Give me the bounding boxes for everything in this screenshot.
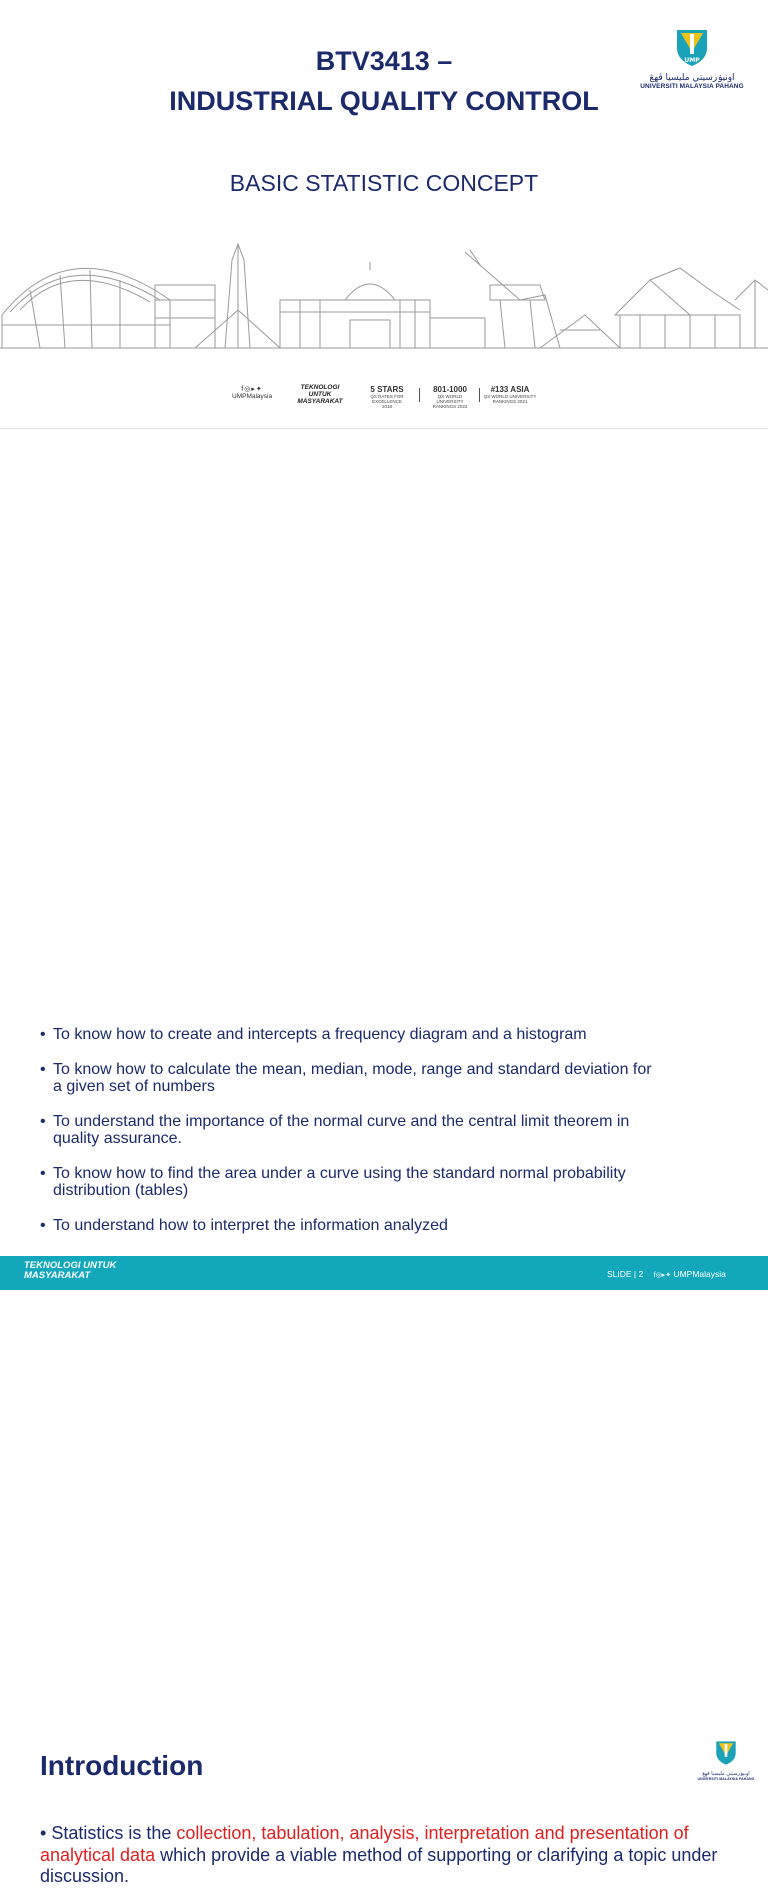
logo-arabic-text: اونيۏرسيتي مليسيا ڤهڠ (702, 1771, 750, 1777)
band-handle: UMPMalaysia (673, 1269, 726, 1279)
logo-university-name: UNIVERSITI MALAYSIA PAHANG (640, 83, 744, 90)
instagram-icon[interactable]: ◎ (244, 386, 252, 393)
logo-university-name: UNIVERSITI MALAYSIA PAHANG (697, 1777, 755, 1781)
social-icons (232, 385, 272, 393)
band-tagline-line-2: MASYARAKAT (24, 1270, 91, 1281)
intro-paragraph: • Statistics is the collection, tabulation, analysis, interpretation and presentation of analytical data which provide a viable method of supporting or clarifying a topic under discussion. (40, 1823, 718, 1886)
footer-handle: UMPMalaysia (232, 393, 273, 400)
list-item: • To understand the importance of the normal curve and the central limit theorem in quality assurance. (40, 1113, 740, 1148)
tagline-line-3: MASYARAKAT (297, 398, 343, 405)
stat-big: #133 ASIA (490, 385, 530, 394)
tagline-line-1: TEKNOLOGI (300, 384, 340, 391)
course-title: INDUSTRIAL QUALITY CONTROL (169, 86, 599, 116)
band-social-icons (654, 1272, 671, 1279)
band-right (607, 1269, 726, 1279)
intro-text-before: Statistics is the (51, 1823, 177, 1843)
logo-arabic-text: اونيۏرسيتي مليسيا ڤهڠ (649, 73, 735, 83)
youtube-icon[interactable]: ▸ (661, 1272, 666, 1279)
stat-rank-asia (482, 385, 538, 404)
stat-rank-world (424, 385, 476, 409)
intro-text-after: which provide a viable method of supporting or clarifying a topic under discussion. (40, 1844, 718, 1886)
university-logo (632, 28, 752, 100)
stat-small: QS WORLD UNIVERSITY (483, 394, 537, 399)
list-item: • To understand how to interpret the information analyzed (40, 1217, 740, 1235)
list-item: • To know how to create and intercepts a frequency diagram and a histogram (40, 1026, 740, 1044)
stat-5-stars (358, 385, 416, 409)
footer-social (232, 385, 272, 400)
stat-big: 5 STARS (370, 385, 404, 394)
twitter-icon[interactable]: ✦ (665, 1272, 672, 1279)
stat-small: RANKINGS 2022 (432, 404, 468, 409)
list-item: • To know how to calculate the mean, median, mode, range and standard deviation for a given set of numbers (40, 1061, 740, 1096)
university-logo-small (696, 1740, 756, 1795)
band-tagline (24, 1261, 116, 1281)
stat-small: QS RATES FOR EXCELLENCE (370, 394, 404, 404)
band-tagline-line-1: TEKNOLOGI UNTUK (24, 1260, 117, 1271)
twitter-icon[interactable]: ✦ (255, 386, 263, 393)
divider (419, 388, 420, 402)
stat-big: 801-1000 (433, 385, 467, 394)
slide-subtitle: BASIC STATISTIC CONCEPT (229, 170, 539, 196)
ump-crest-icon (715, 1740, 737, 1766)
instagram-icon[interactable]: ◎ (655, 1272, 662, 1279)
learning-outcomes-slide (0, 429, 768, 1281)
campus-skyline-illustration (0, 240, 768, 365)
slide-number: SLIDE | 2 (607, 1269, 644, 1279)
intro-text-highlight: collection, tabulation, analysis, interpretation and presentation of analytical data (40, 1823, 689, 1865)
stat-small: QS WORLD UNIVERSITY (436, 394, 464, 404)
title-slide (0, 0, 768, 429)
facebook-icon[interactable]: f (653, 1272, 656, 1279)
course-code: BTV3413 – (315, 46, 453, 76)
stat-small: RANKINGS 2021 (492, 399, 528, 404)
crest-text: UMP (684, 57, 700, 64)
tagline-line-2: UNTUK (308, 391, 332, 398)
ump-crest-icon (675, 28, 709, 68)
slide-heading: Introduction (40, 1750, 204, 1781)
facebook-icon[interactable]: f (241, 386, 245, 393)
list-item: • To know how to find the area under a curve using the standard normal probability distribution (tables) (40, 1165, 740, 1200)
divider (479, 388, 480, 402)
footer-tagline (290, 384, 350, 405)
stat-small: 2018 (381, 404, 392, 409)
youtube-icon[interactable]: ▸ (251, 386, 256, 393)
